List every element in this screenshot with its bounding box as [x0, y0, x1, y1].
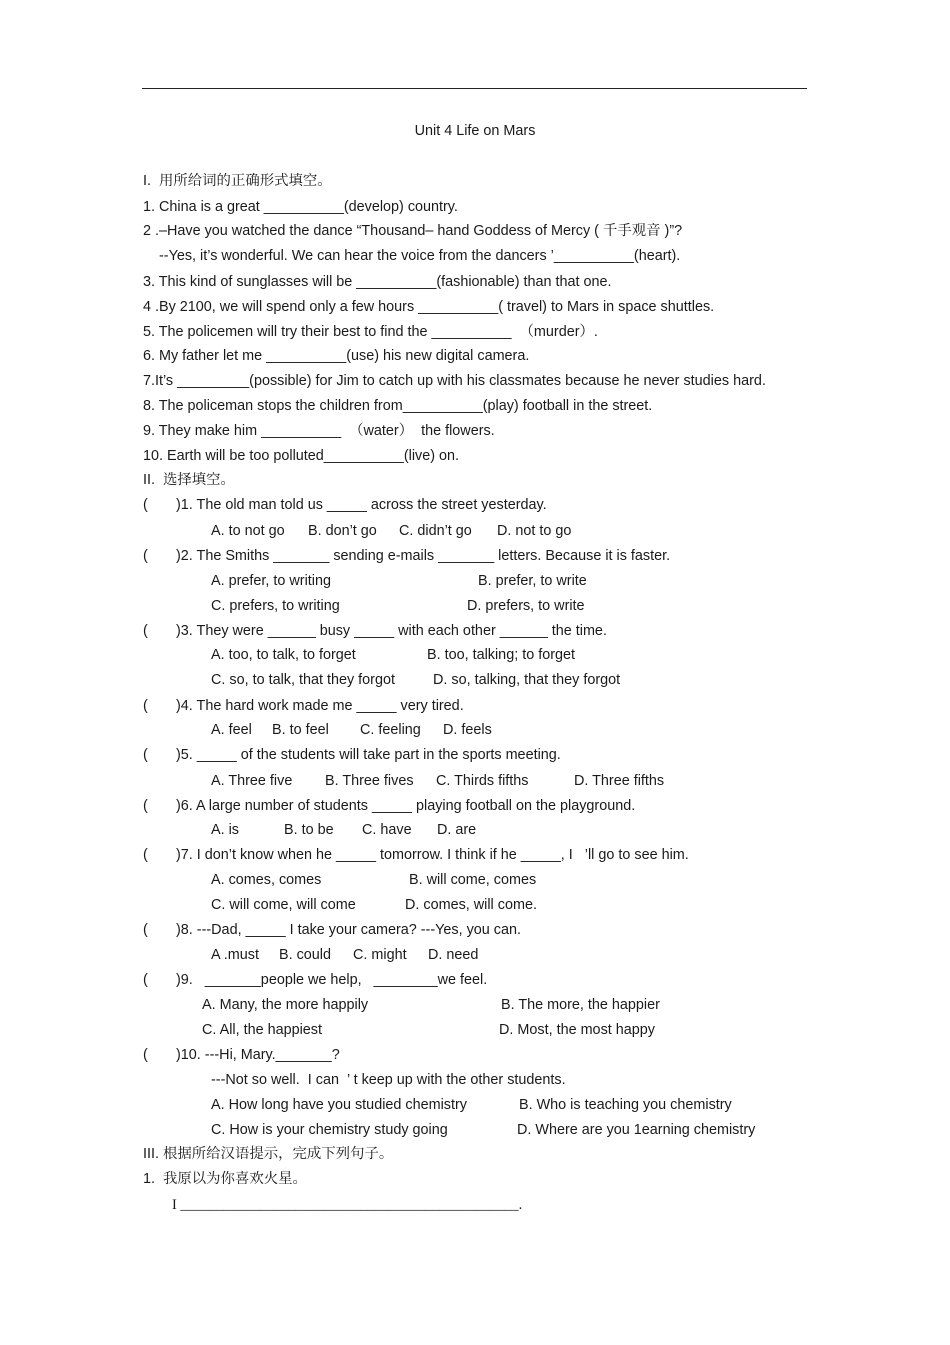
- answer-paren: (: [143, 497, 148, 513]
- question-stem: )10. ---Hi, Mary._______?: [176, 1047, 340, 1063]
- answer-paren: (: [143, 922, 148, 938]
- fill-item-8: 8. The policeman stops the children from__________(play) football in the street.: [143, 398, 653, 414]
- fill-item-2-reply: --Yes, it’s wonderful. We can hear the voice from the dancers ’__________(heart).: [159, 248, 681, 264]
- answer-paren: (: [143, 798, 148, 814]
- q9-option-c: C. All, the happiest: [202, 1022, 322, 1038]
- question-1: [143, 496, 547, 514]
- answer-paren: (: [143, 548, 148, 564]
- question-7: [143, 846, 689, 864]
- q1-option-b: B. don’t go: [308, 523, 377, 539]
- answer-paren: (: [143, 972, 148, 988]
- translate-item-1-prompt: 1. 我原以为你喜欢火星。: [143, 1171, 307, 1187]
- q4-option-a: A. feel: [211, 722, 252, 738]
- q5-option-b: B. Three fives: [325, 773, 414, 789]
- q5-option-d: D. Three fifths: [574, 773, 665, 789]
- fill-item-9: 9. They make him __________ （water） the flowers.: [143, 423, 495, 439]
- question-9: [143, 971, 487, 989]
- q4-option-d: D. feels: [443, 722, 492, 738]
- q6-option-b: B. to be: [284, 822, 334, 838]
- q9-option-b: B. The more, the happier: [501, 997, 660, 1013]
- fill-item-6: 6. My father let me __________(use) his new digital camera.: [143, 348, 530, 364]
- q1-option-c: C. didn’t go: [399, 523, 472, 539]
- q3-option-d: D. so, talking, that they forgot: [433, 672, 621, 688]
- q8-option-c: C. might: [353, 947, 407, 963]
- q2-option-d: D. prefers, to write: [467, 598, 585, 614]
- q2-option-c: C. prefers, to writing: [211, 598, 340, 614]
- q6-option-d: D. are: [437, 822, 477, 838]
- question-5: [143, 746, 561, 764]
- q6-option-c: C. have: [362, 822, 412, 838]
- q8-option-a: A .must: [211, 947, 259, 963]
- fill-item-2: 2 .–Have you watched the dance “Thousand– hand Goddess of Mercy ( 千手观音 )”?: [143, 223, 683, 239]
- fill-item-4: 4 .By 2100, we will spend only a few hours __________( travel) to Mars in space shuttles.: [143, 299, 715, 315]
- q8-option-b: B. could: [279, 947, 331, 963]
- fill-item-3: 3. This kind of sunglasses will be __________(fashionable) than that one.: [143, 274, 612, 290]
- question-4: [143, 697, 464, 715]
- q7-option-a: A. comes, comes: [211, 872, 322, 888]
- fill-item-1: 1. China is a great __________(develop) country.: [143, 199, 458, 215]
- q5-option-c: C. Thirds fifths: [436, 773, 529, 789]
- question-stem: )1. The old man told us _____ across the street yesterday.: [176, 497, 547, 513]
- answer-paren: (: [143, 623, 148, 639]
- q9-option-d: D. Most, the most happy: [499, 1022, 655, 1038]
- question-stem: )2. The Smiths _______ sending e-mails _______ letters. Because it is faster.: [176, 548, 671, 564]
- question-stem: )4. The hard work made me _____ very tired.: [176, 698, 464, 714]
- question-stem: )5. _____ of the students will take part in the sports meeting.: [176, 747, 561, 763]
- q7-option-d: D. comes, will come.: [405, 897, 537, 913]
- q1-option-a: A. to not go: [211, 523, 285, 539]
- question-10: [143, 1046, 340, 1064]
- fill-item-7: 7.It’s _________(possible) for Jim to catch up with his classmates because he never studies hard.: [143, 373, 766, 389]
- section-3-heading: III. 根据所给汉语提示，完成下列句子。: [143, 1146, 394, 1162]
- top-rule: [142, 88, 807, 89]
- answer-paren: (: [143, 747, 148, 763]
- q10-option-b: B. Who is teaching you chemistry: [519, 1097, 732, 1113]
- answer-paren: (: [143, 698, 148, 714]
- page-title: Unit 4 Life on Mars: [414, 123, 536, 139]
- fill-item-5: 5. The policemen will try their best to find the __________ （murder）.: [143, 324, 598, 340]
- q10-option-d: D. Where are you 1earning chemistry: [517, 1122, 756, 1138]
- fill-item-10: 10. Earth will be too polluted__________(live) on.: [143, 448, 460, 464]
- q1-option-d: D. not to go: [497, 523, 572, 539]
- q3-option-a: A. too, to talk, to forget: [211, 647, 356, 663]
- question-stem: )3. They were ______ busy _____ with each other ______ the time.: [176, 623, 607, 639]
- q2-option-a: A. prefer, to writing: [211, 573, 331, 589]
- answer-paren: (: [143, 847, 148, 863]
- q10-option-c: C. How is your chemistry study going: [211, 1122, 448, 1138]
- q9-option-a: A. Many, the more happily: [202, 997, 369, 1013]
- question-stem: )7. I don’t know when he _____ tomorrow. I think if he _____, I ’ll go to see him.: [176, 847, 689, 863]
- q7-option-c: C. will come, will come: [211, 897, 356, 913]
- q6-option-a: A. is: [211, 822, 239, 838]
- question-stem: )8. ---Dad, _____ I take your camera? ---Yes, you can.: [176, 922, 522, 938]
- question-8: [143, 921, 521, 939]
- question-2: [143, 547, 670, 565]
- section-1-heading: I. 用所给词的正确形式填空。: [143, 173, 332, 189]
- section-2-heading: II. 选择填空。: [143, 472, 235, 488]
- question-3: [143, 622, 607, 640]
- q3-option-b: B. too, talking; to forget: [427, 647, 575, 663]
- q3-option-c: C. so, to talk, that they forgot: [211, 672, 395, 688]
- q10-option-a: A. How long have you studied chemistry: [211, 1097, 467, 1113]
- answer-paren: (: [143, 1047, 148, 1063]
- question-stem: )9. _______people we help, ________we feel.: [176, 972, 488, 988]
- q8-option-d: D. need: [428, 947, 479, 963]
- q4-option-c: C. feeling: [360, 722, 421, 738]
- translate-item-1-answer-line: I _______________________________________________.: [172, 1197, 523, 1213]
- q10-dialogue-reply: ---Not so well. I can ’ t keep up with the other students.: [211, 1072, 566, 1088]
- question-stem: )6. A large number of students _____ playing football on the playground.: [176, 798, 636, 814]
- q7-option-b: B. will come, comes: [409, 872, 537, 888]
- q5-option-a: A. Three five: [211, 773, 293, 789]
- q2-option-b: B. prefer, to write: [478, 573, 587, 589]
- q4-option-b: B. to feel: [272, 722, 329, 738]
- question-6: [143, 797, 635, 815]
